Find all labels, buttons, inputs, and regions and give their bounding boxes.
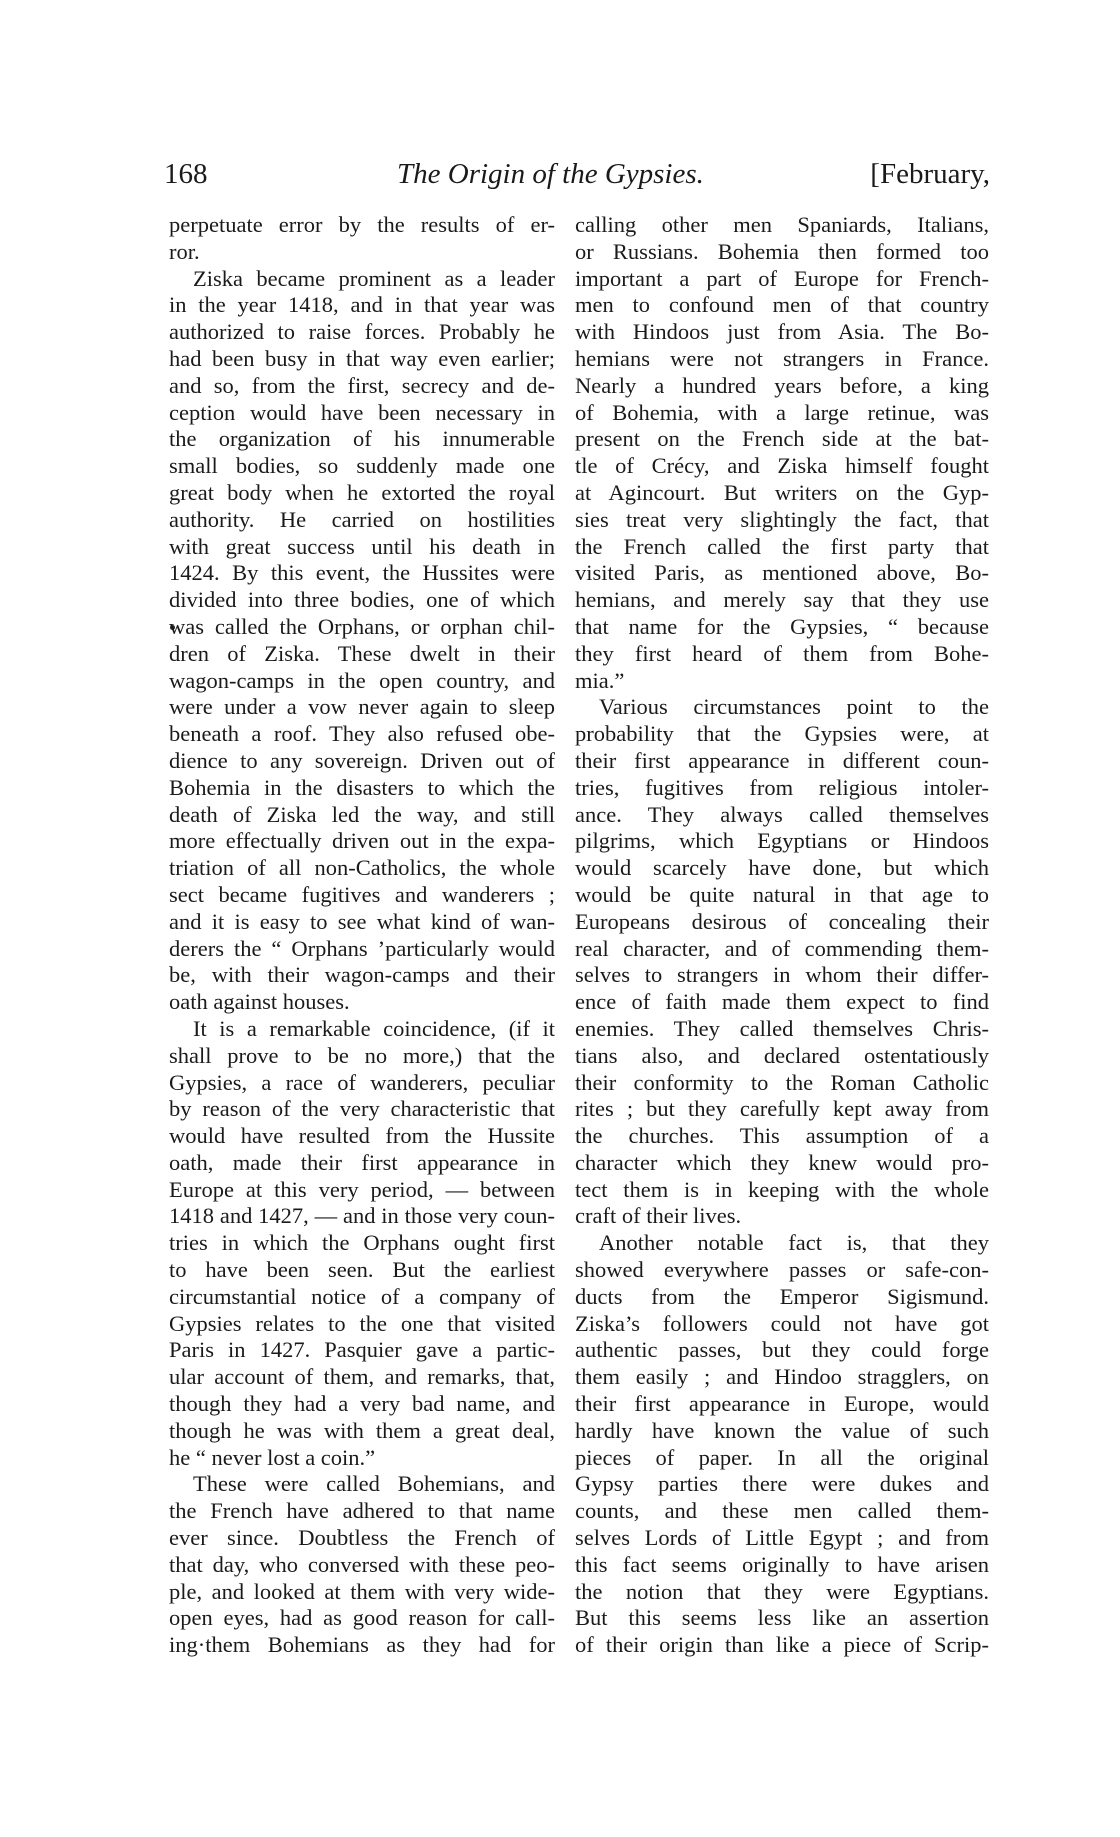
text-line: rites ; but they carefully kept away from <box>575 1096 989 1122</box>
text-line: Bohemia in the disasters to which the <box>169 774 555 800</box>
text-line: These were called Bohemians, and <box>193 1471 555 1497</box>
text-line: in the year 1418, and in that year was <box>169 292 555 318</box>
text-line: It is a remarkable coincidence, (if it <box>193 1015 555 1041</box>
text-line: ror. <box>169 238 200 264</box>
text-line: their first appearance in Europe, would <box>575 1391 989 1417</box>
text-line: Europe at this very period, — between <box>169 1176 555 1202</box>
text-line: Europeans desirous of concealing their <box>575 908 989 934</box>
text-line: oath, made their first appearance in <box>169 1149 555 1175</box>
text-line: ducts from the Emperor Sigismund. <box>575 1283 989 1309</box>
text-line: authorized to raise forces. Probably he <box>169 319 555 345</box>
text-line: mia.” <box>575 667 625 693</box>
text-line: men to confound men of that country <box>575 292 989 318</box>
text-line: 1418 and 1427, — and in those very coun- <box>169 1203 555 1229</box>
text-line: though he was with them a great deal, <box>169 1417 555 1443</box>
text-line: ence of faith made them expect to find <box>575 989 989 1015</box>
text-line: selves Lords of Little Egypt ; and from <box>575 1525 989 1551</box>
text-line: their conformity to the Roman Catholic <box>575 1069 989 1095</box>
text-line: probability that the Gypsies were, at <box>575 721 989 747</box>
text-line: small bodies, so suddenly made one <box>169 453 555 479</box>
text-line: would scarcely have done, but which <box>575 855 989 881</box>
text-line: tries, fugitives from religious intoler- <box>575 774 989 800</box>
text-line: the organization of his innumerable <box>169 426 555 452</box>
text-line: at Agincourt. But writers on the Gyp- <box>575 479 989 505</box>
text-line: circumstantial notice of a company of <box>169 1283 555 1309</box>
paragraph <box>169 1016 555 1472</box>
right-column <box>575 212 989 1659</box>
text-line: authority. He carried on hostilities <box>169 506 555 532</box>
text-line: the churches. This assumption of a <box>575 1123 989 1149</box>
text-line: present on the French side at the bat- <box>575 426 989 452</box>
paragraph <box>169 266 555 1016</box>
text-line: 1424. By this event, the Hussites were <box>169 560 555 586</box>
text-line: the notion that they were Egyptians. <box>575 1578 989 1604</box>
text-line: showed everywhere passes or safe-con- <box>575 1257 989 1283</box>
text-line: Ziska became prominent as a leader <box>193 265 555 291</box>
text-line: with great success until his death in <box>169 533 555 559</box>
text-line: this fact seems originally to have arisen <box>575 1551 989 1577</box>
text-line: real character, and of commending them- <box>575 935 989 961</box>
text-line: ance. They always called themselves <box>575 801 989 827</box>
text-line: beneath a roof. They also refused obe- <box>169 721 555 747</box>
text-line: counts, and these men called them- <box>575 1498 989 1524</box>
text-line: they first heard of them from Bohe- <box>575 640 989 666</box>
text-line: ever since. Doubtless the French of <box>169 1525 555 1551</box>
text-line: had been busy in that way even earlier; <box>169 345 555 371</box>
text-line: divided into three bodies, one of which <box>169 587 555 613</box>
text-line: and it is easy to see what kind of wan- <box>169 908 555 934</box>
text-line: hemians, and merely say that they use <box>575 587 989 613</box>
text-line: Another notable fact is, that they <box>599 1230 989 1256</box>
text-line: ception would have been necessary in <box>169 399 555 425</box>
text-line: death of Ziska led the way, and still <box>169 801 555 827</box>
text-line: the French have adhered to that name <box>169 1498 555 1524</box>
running-title: The Origin of the Gypsies. <box>397 158 704 190</box>
text-line: Gypsies, a race of wanderers, peculiar <box>169 1069 555 1095</box>
text-line: would have resulted from the Hussite <box>169 1123 555 1149</box>
text-line: triation of all non-Catholics, the whole <box>169 855 555 881</box>
text-line: wagon-camps in the open country, and <box>169 667 555 693</box>
text-line: Gypsies relates to the one that visited <box>169 1310 555 1336</box>
text-line: pieces of paper. In all the original <box>575 1444 989 1470</box>
text-line: authentic passes, but they could forge <box>575 1337 989 1363</box>
text-line: of their origin than like a piece of Scrip- <box>575 1632 989 1658</box>
paragraph <box>169 212 555 266</box>
text-line: great body when he extorted the royal <box>169 479 555 505</box>
text-line: enemies. They called themselves Chris- <box>575 1015 989 1041</box>
text-line: them easily ; and Hindoo stragglers, on <box>575 1364 989 1390</box>
text-line: tle of Crécy, and Ziska himself fought <box>575 453 989 479</box>
text-line: perpetuate error by the results of er- <box>169 212 555 237</box>
running-head-month: [February, <box>870 158 990 190</box>
paragraph <box>169 1471 555 1659</box>
text-line: would be quite natural in that age to <box>575 881 989 907</box>
text-line: or Russians. Bohemia then formed too <box>575 238 989 264</box>
text-line: was called the Orphans, or orphan chil- <box>169 613 555 639</box>
text-line: Nearly a hundred years before, a king <box>575 372 989 398</box>
text-line: by reason of the very characteristic that <box>169 1096 555 1122</box>
text-line: he “ never lost a coin.” <box>169 1444 376 1470</box>
text-line: and so, from the first, secrecy and de- <box>169 372 555 398</box>
text-line: open eyes, had as good reason for call- <box>169 1605 555 1631</box>
text-line: ple, and looked at them with very wide- <box>169 1578 555 1604</box>
text-line: But this seems less like an assertion <box>575 1605 989 1631</box>
text-line: visited Paris, as mentioned above, Bo- <box>575 560 989 586</box>
text-line: that day, who conversed with these peo- <box>169 1551 555 1577</box>
text-line: with Hindoos just from Asia. The Bo- <box>575 319 989 345</box>
text-line: sies treat very slightingly the fact, that <box>575 506 989 532</box>
text-line: calling other men Spaniards, Italians, <box>575 212 989 237</box>
paragraph <box>575 212 989 694</box>
text-line: Ziska’s followers could not have got <box>575 1310 989 1336</box>
text-line: more effectually driven out in the expa- <box>169 828 555 854</box>
text-line: were under a vow never again to sleep <box>169 694 555 720</box>
text-line: sect became fugitives and wanderers ; <box>169 881 555 907</box>
text-line: tect them is in keeping with the whole <box>575 1176 989 1202</box>
text-line: derers the “ Orphans ’particularly would <box>169 935 555 961</box>
text-line: though they had a very bad name, and <box>169 1391 555 1417</box>
left-column <box>169 212 555 1659</box>
text-line: shall prove to be no more,) that the <box>169 1042 555 1068</box>
text-line: dience to any sovereign. Driven out of <box>169 747 555 773</box>
text-line: their first appearance in different coun- <box>575 747 989 773</box>
text-line: dren of Ziska. These dwelt in their <box>169 640 555 666</box>
text-line: of Bohemia, with a large retinue, was <box>575 399 989 425</box>
paragraph <box>575 1230 989 1659</box>
text-line: character which they knew would pro- <box>575 1149 989 1175</box>
text-line: Paris in 1427. Pasquier gave a partic- <box>169 1337 555 1363</box>
text-line: hardly have known the value of such <box>575 1417 989 1443</box>
text-line: pilgrims, which Egyptians or Hindoos <box>575 828 989 854</box>
text-line: selves to strangers in whom their differ- <box>575 962 989 988</box>
text-line: oath against houses. <box>169 989 350 1015</box>
text-line: the French called the first party that <box>575 533 989 559</box>
text-line: hemians were not strangers in France. <box>575 345 989 371</box>
text-line: be, with their wagon-camps and their <box>169 962 555 988</box>
text-line: tries in which the Orphans ought first <box>169 1230 555 1256</box>
text-line: craft of their lives. <box>575 1203 742 1229</box>
text-line: Gypsy parties there were dukes and <box>575 1471 989 1497</box>
text-line: to have been seen. But the earliest <box>169 1257 555 1283</box>
text-line: ing·them Bohemians as they had for <box>169 1632 555 1658</box>
text-line: that name for the Gypsies, “ because <box>575 613 989 639</box>
paragraph <box>575 694 989 1230</box>
text-line: Various circumstances point to the <box>599 694 989 720</box>
page-number: 168 <box>164 158 208 190</box>
text-line: tians also, and declared ostentatiously <box>575 1042 989 1068</box>
text-line: important a part of Europe for French- <box>575 265 989 291</box>
text-line: ular account of them, and remarks, that, <box>169 1364 555 1390</box>
